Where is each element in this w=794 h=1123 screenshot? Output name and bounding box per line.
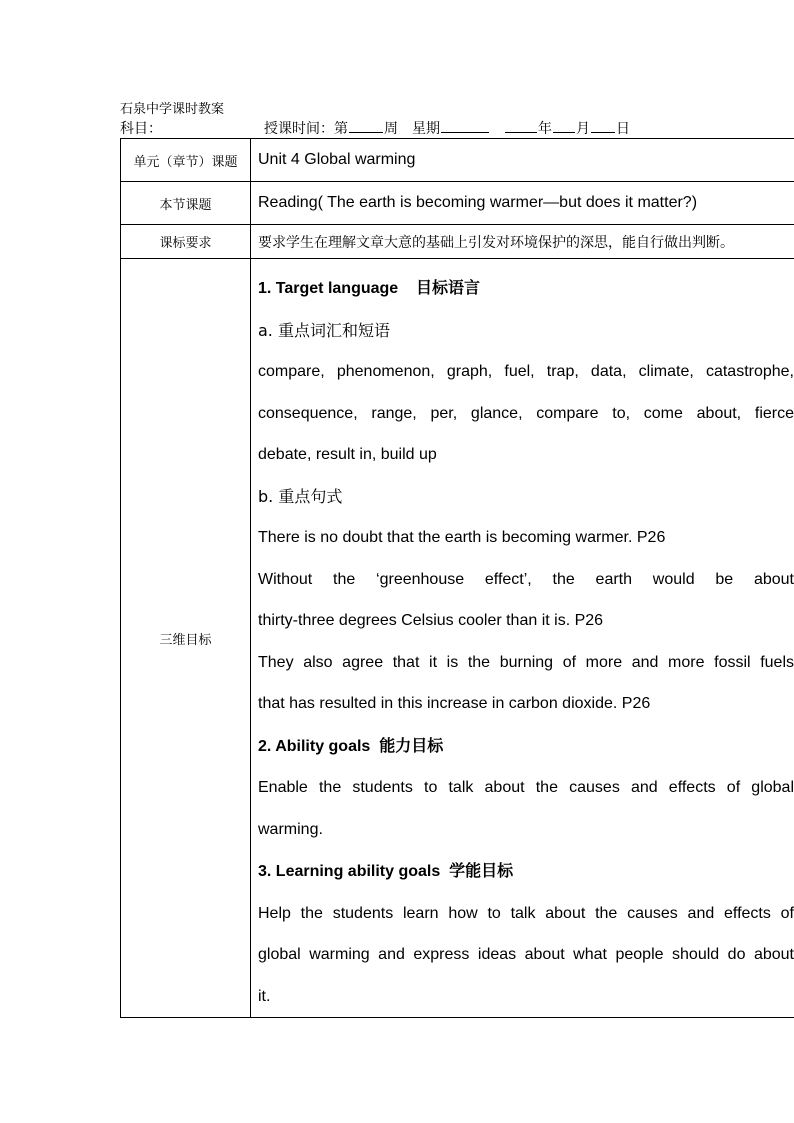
schedule-prefix: 授课时间：第 <box>264 121 348 137</box>
sentence-heading: b. 重点句式 <box>258 486 343 506</box>
vocab-heading: a. 重点词汇和短语 <box>258 320 390 340</box>
ability-line: Enable the students to talk about the causes and effects of global <box>258 779 794 796</box>
vocab-line: debate, result in, build up <box>258 446 437 463</box>
unit-value: Unit 4 Global warming <box>251 139 794 182</box>
week-label: 周 <box>384 121 398 137</box>
sentence-line: Without the ‘greenhouse effect’, the earth would be about <box>258 570 794 588</box>
standard-value: 要求学生在理解文章大意的基础上引发对环境保护的深思，能自行做出判断。 <box>251 225 794 259</box>
lesson-label: 本节课题 <box>121 182 251 225</box>
ability-line: warming. <box>258 820 323 838</box>
ability-heading-en: 2. Ability goals <box>258 737 371 755</box>
lesson-value: Reading( The earth is becoming warmer—but does it matter?) <box>251 182 794 225</box>
goals-label: 三维目标 <box>121 259 251 1018</box>
learning-heading-cn: 学能目标 <box>449 861 514 880</box>
vocab-line: consequence, range, per, glance, compare to, come about, fierce <box>258 404 794 422</box>
sentence-line: that has resulted in this increase in carbon dioxide. P26 <box>258 695 651 712</box>
standard-row <box>121 225 794 259</box>
ability-heading <box>258 725 794 768</box>
unit-row <box>121 139 794 182</box>
learning-line: it. <box>258 987 271 1005</box>
unit-label: 单元（章节）课题 <box>121 139 251 182</box>
learning-line: global warming and express ideas about what people should do about <box>258 946 794 963</box>
subject-label: 科目： <box>120 121 162 137</box>
month-blank <box>553 118 575 133</box>
target-heading-cn: 目标语言 <box>415 278 480 297</box>
goals-row <box>121 259 794 1018</box>
lesson-plan-table <box>120 138 794 1018</box>
month-label: 月 <box>576 121 590 137</box>
day-blank <box>591 118 615 133</box>
year-label: 年 <box>538 121 552 137</box>
day-label: 日 <box>616 121 630 137</box>
learning-heading <box>258 850 794 893</box>
schedule-line <box>264 118 630 138</box>
standard-label: 课标要求 <box>121 225 251 259</box>
week-number-blank <box>349 118 383 133</box>
target-heading-en: 1. Target language <box>258 280 399 297</box>
goals-content <box>258 259 794 1017</box>
school-name: 石泉中学课时教案 <box>120 102 225 117</box>
goals-cell <box>251 259 794 1018</box>
target-heading <box>258 267 794 310</box>
lesson-row <box>121 182 794 225</box>
learning-line: Help the students learn how to talk about the causes and effects of <box>258 904 794 922</box>
ability-heading-cn: 能力目标 <box>379 735 444 755</box>
sentence-line: thirty-three degrees Celsius cooler than it is. P26 <box>258 612 604 629</box>
sentence-line: There is no doubt that the earth is becoming warmer. P26 <box>258 529 666 546</box>
vocab-line: compare, phenomenon, graph, fuel, trap, data, climate, catastrophe, <box>258 363 794 380</box>
weekday-blank <box>441 118 489 133</box>
learning-heading-en: 3. Learning ability goals <box>258 863 441 880</box>
year-blank <box>505 118 537 133</box>
sentence-line: They also agree that it is the burning of more and more fossil fuels <box>258 653 794 671</box>
weekday-label: 星期 <box>412 121 440 137</box>
